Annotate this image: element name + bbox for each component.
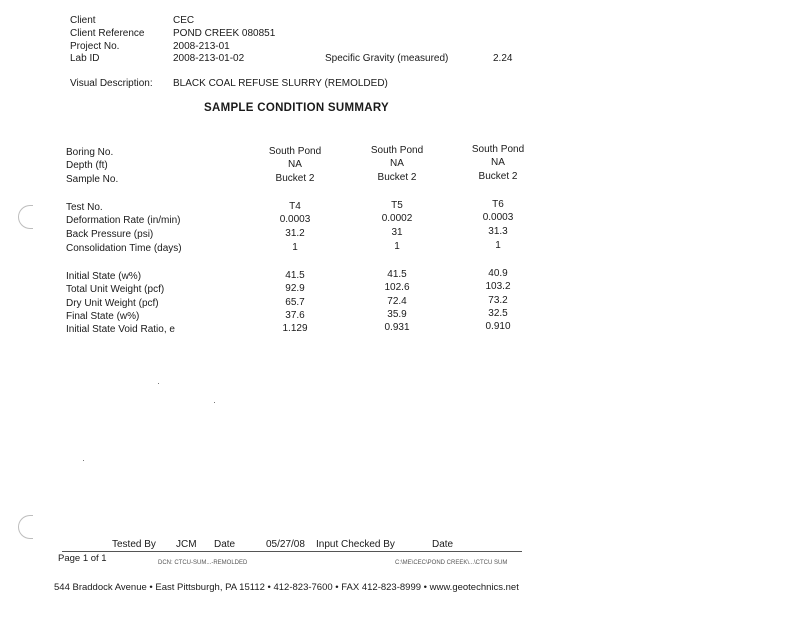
table-cell: NA [390, 158, 404, 169]
client-label: Client [70, 15, 96, 26]
table-cell: T4 [289, 201, 301, 212]
scan-speck [158, 383, 159, 384]
table-cell: 0.0003 [279, 214, 311, 225]
checked-date-label: Date [432, 539, 454, 550]
project-no-label: Project No. [70, 41, 120, 52]
table-cell: 31 [391, 227, 403, 238]
client-value: CEC [173, 15, 195, 26]
document-path-right: C:\ME\CEC\POND CREEK\...\CTCU SUM [395, 560, 508, 566]
table-cell: 1 [495, 240, 501, 251]
initial-state-label: Initial State (w%) [66, 271, 142, 282]
punch-hole-mark [18, 205, 33, 229]
table-cell: 35.9 [387, 309, 407, 320]
table-cell: 102.6 [384, 282, 410, 293]
page-title: SAMPLE CONDITION SUMMARY [204, 102, 390, 114]
table-cell: 92.9 [285, 283, 305, 294]
visual-description-value: BLACK COAL REFUSE SLURRY (REMOLDED) [173, 78, 388, 89]
table-cell: 0.0003 [482, 212, 514, 223]
punch-hole-mark [18, 515, 33, 539]
table-cell: 32.5 [488, 308, 508, 319]
client-reference-value: POND CREEK 080851 [173, 28, 276, 39]
table-cell: 72.4 [387, 296, 407, 307]
table-cell: 1 [292, 242, 298, 253]
company-address-footer: 544 Braddock Avenue • East Pittsburgh, PA 15112 • 412-823-7600 • FAX 412-823-8999 • www.geotechnics.net [54, 582, 519, 593]
table-cell: 37.6 [285, 310, 305, 321]
page-number: Page 1 of 1 [58, 553, 107, 564]
table-cell: Bucket 2 [377, 172, 417, 183]
document-path-left: DCN: CTCU-SUM...-REMOLDED [158, 560, 248, 566]
scan-speck [214, 402, 215, 403]
dry-unit-weight-label: Dry Unit Weight (pcf) [66, 298, 159, 309]
table-cell: South Pond [471, 144, 525, 155]
table-cell: 65.7 [285, 297, 305, 308]
table-cell: 31.3 [488, 226, 508, 237]
total-unit-weight-label: Total Unit Weight (pcf) [66, 284, 165, 295]
lab-id-value: 2008-213-01-02 [173, 53, 245, 64]
table-cell: T5 [391, 200, 403, 211]
table-cell: 73.2 [488, 295, 508, 306]
table-cell: 40.9 [488, 268, 508, 279]
table-cell: 0.0002 [381, 213, 413, 224]
boring-no-label: Boring No. [66, 147, 114, 158]
table-cell: South Pond [370, 145, 424, 156]
specific-gravity-value: 2.24 [493, 53, 513, 64]
final-state-label: Final State (w%) [66, 311, 140, 322]
table-cell: NA [288, 159, 302, 170]
table-cell: 41.5 [387, 269, 407, 280]
input-checked-by-label: Input Checked By [316, 539, 395, 550]
table-cell: 1.129 [282, 323, 308, 334]
table-cell: 41.5 [285, 270, 305, 281]
sample-no-label: Sample No. [66, 174, 119, 185]
lab-id-label: Lab ID [70, 53, 100, 64]
depth-label: Depth (ft) [66, 160, 108, 171]
tested-date-value: 05/27/08 [266, 539, 305, 550]
table-cell: 31.2 [285, 228, 305, 239]
deformation-rate-label: Deformation Rate (in/min) [66, 215, 181, 226]
table-cell: Bucket 2 [275, 173, 315, 184]
table-cell: NA [491, 157, 505, 168]
table-cell: 0.910 [485, 321, 511, 332]
table-cell: 103.2 [485, 281, 511, 292]
consolidation-time-label: Consolidation Time (days) [66, 243, 182, 254]
test-no-label: Test No. [66, 202, 103, 213]
tested-by-label: Tested By [112, 539, 156, 550]
scan-speck [83, 460, 84, 461]
project-no-value: 2008-213-01 [173, 41, 230, 52]
signoff-rule [62, 551, 522, 552]
table-cell: T6 [492, 199, 504, 210]
table-cell: 1 [394, 241, 400, 252]
specific-gravity-label: Specific Gravity (measured) [325, 53, 449, 64]
void-ratio-label: Initial State Void Ratio, e [66, 324, 175, 335]
tested-date-label: Date [214, 539, 236, 550]
table-cell: 0.931 [384, 322, 410, 333]
table-cell: Bucket 2 [478, 171, 518, 182]
tested-by-value: JCM [176, 539, 197, 550]
client-reference-label: Client Reference [70, 28, 145, 39]
visual-description-label: Visual Description: [70, 78, 153, 89]
table-cell: South Pond [268, 146, 322, 157]
back-pressure-label: Back Pressure (psi) [66, 229, 154, 240]
